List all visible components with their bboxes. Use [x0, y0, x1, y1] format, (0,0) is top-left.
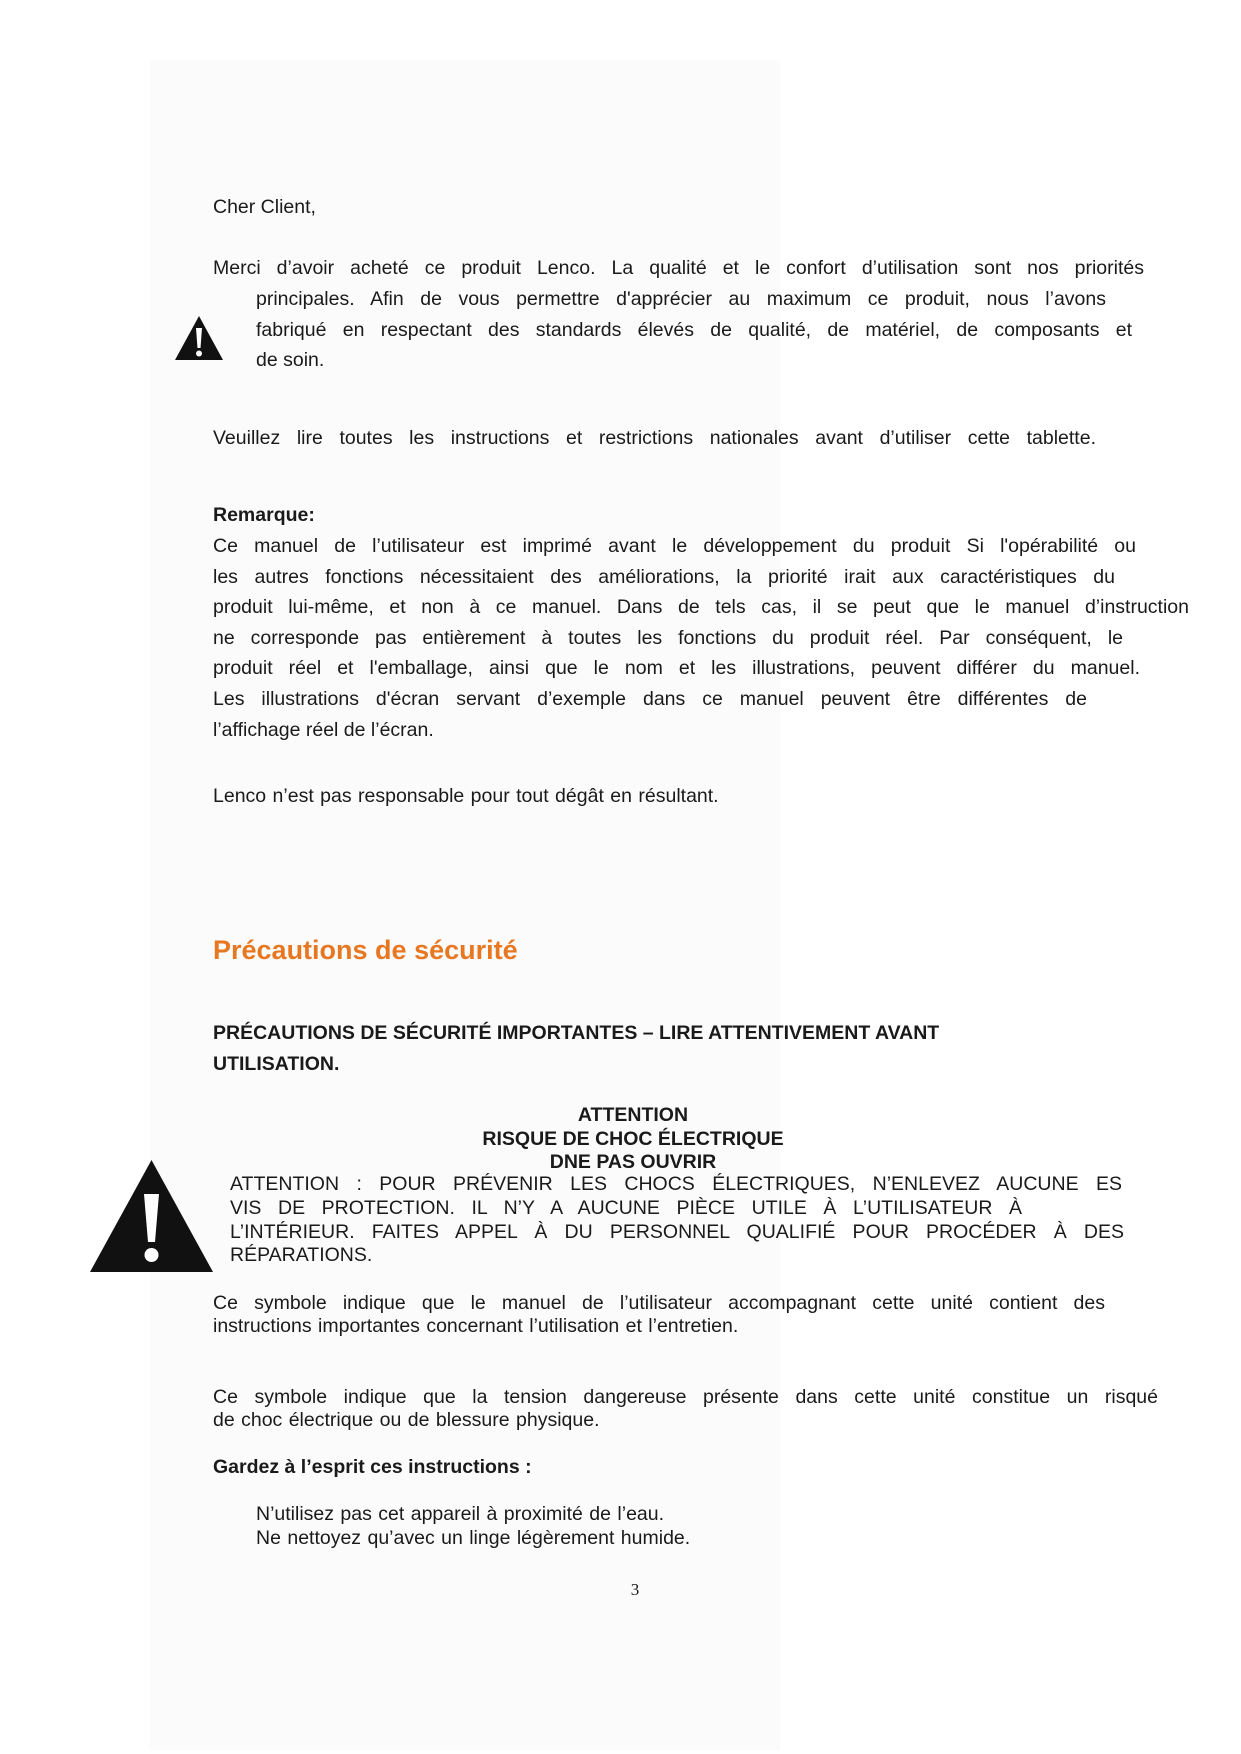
- remark-title: Remarque:: [213, 504, 315, 526]
- instruction-item-2: Ne nettoyez qu’avec un linge légèrement humide.: [256, 1527, 691, 1549]
- warning-line-4: RÉPARATIONS.: [230, 1244, 373, 1266]
- remark-line-7: l’affichage réel de l’écran.: [213, 719, 434, 741]
- scan-shade-top: [150, 60, 780, 1750]
- important-precautions-line-1: PRÉCAUTIONS DE SÉCURITÉ IMPORTANTES – LIRE ATTENTIVEMENT AVANT: [213, 1022, 940, 1044]
- keep-in-mind-heading: Gardez à l’esprit ces instructions :: [213, 1456, 532, 1478]
- remark-line-6: Les illustrations d'écran servant d’exemple dans ce manuel peuvent être différentes de: [213, 688, 1087, 710]
- symbol-manual-line-2: instructions importantes concernant l’utilisation et l’entretien.: [213, 1315, 739, 1337]
- do-not-open-title: [433, 1151, 833, 1174]
- remark-line-1: Ce manuel de l’utilisateur est imprimé avant le développement du produit Si l'opérabilité ou: [213, 535, 1136, 557]
- warning-line-3: L’INTÉRIEUR. FAITES APPEL À DU PERSONNEL QUALIFIÉ POUR PROCÉDER À DES: [230, 1221, 1124, 1243]
- attention-title: ATTENTION: [577, 1104, 689, 1126]
- warning-line-1: ATTENTION : POUR PRÉVENIR LES CHOCS ÉLECTRIQUES, N’ENLEVEZ AUCUNE ES: [230, 1173, 1122, 1195]
- intro-line-1: Merci d’avoir acheté ce produit Lenco. La qualité et le confort d’utilisation sont nos priorités: [213, 257, 1144, 279]
- warning-triangle-large-icon: [88, 1158, 215, 1274]
- intro-line-3: fabriqué en respectant des standards élevés de qualité, de matériel, de composants et: [256, 319, 1132, 341]
- intro-line-4: de soin.: [256, 349, 325, 371]
- symbol-voltage-line-2: de choc électrique ou de blessure physique.: [213, 1409, 600, 1431]
- remark-line-3: produit lui-même, et non à ce manuel. Dans de tels cas, il se peut que le manuel d’instruction: [213, 596, 1189, 618]
- warning-triangle-icon: [173, 314, 225, 362]
- intro-line-2: principales. Afin de vous permettre d'apprécier au maximum ce produit, nous l’avons: [256, 288, 1106, 310]
- section-heading: Précautions de sécurité: [213, 935, 518, 965]
- remark-line-2: les autres fonctions nécessitaient des améliorations, la priorité irait aux caractéristiques du: [213, 566, 1115, 588]
- symbol-voltage-line-1: Ce symbole indique que la tension dangereuse présente dans cette unité constitue un risqué: [213, 1386, 1158, 1408]
- remark-line-5: produit réel et l'emballage, ainsi que le nom et les illustrations, peuvent différer du manuel.: [213, 657, 1140, 679]
- read-instructions: Veuillez lire toutes les instructions et restrictions nationales avant d’utiliser cette tablette.: [213, 427, 1096, 449]
- important-precautions-line-2: UTILISATION.: [213, 1053, 340, 1075]
- instruction-item-1: N’utilisez pas cet appareil à proximité de l’eau.: [256, 1503, 665, 1525]
- greeting: Cher Client,: [213, 196, 316, 218]
- do-not-open-text: DNE PAS OUVRIR: [549, 1151, 717, 1173]
- liability-statement: Lenco n’est pas responsable pour tout dégât en résultant.: [213, 785, 719, 807]
- shock-risk-title: RISQUE DE CHOC ÉLECTRIQUE: [482, 1128, 784, 1150]
- warning-line-2: VIS DE PROTECTION. IL N’Y A AUCUNE PIÈCE UTILE À L’UTILISATEUR À: [230, 1197, 1022, 1219]
- symbol-manual-line-1: Ce symbole indique que le manuel de l’utilisateur accompagnant cette unité contient des: [213, 1292, 1105, 1314]
- remark-line-4: ne corresponde pas entièrement à toutes les fonctions du produit réel. Par conséquent, le: [213, 627, 1123, 649]
- page-number: 3: [630, 1580, 640, 1599]
